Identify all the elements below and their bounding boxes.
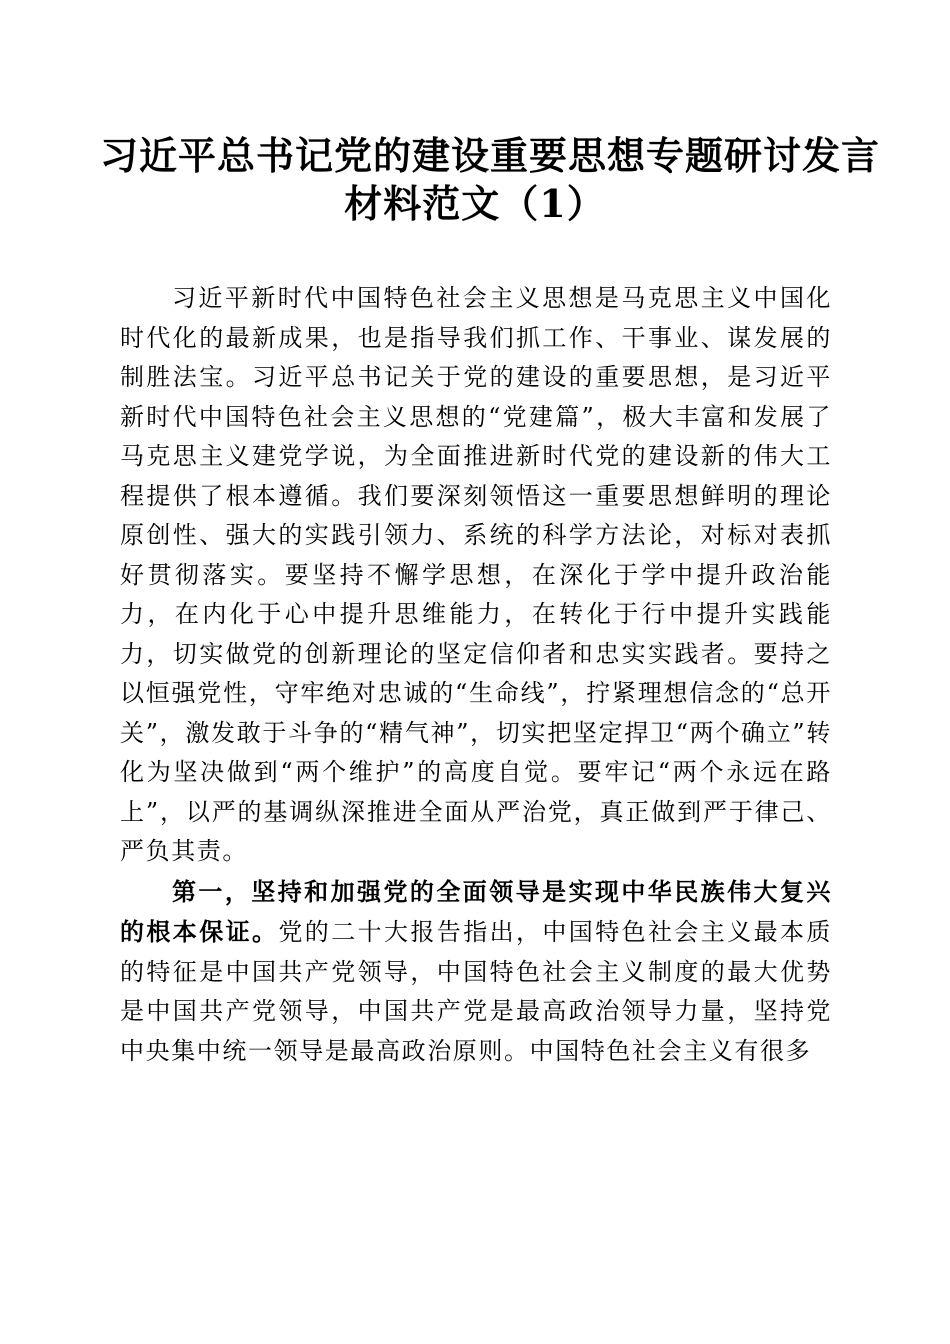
document-title xyxy=(100,132,881,228)
paragraph-first-point-text: 党的二十大报告指出，中国特色社会主义最本质的特征是中国共产党领导，中国特色社会主义制度的最大优势是中国共产党领导，中国共产党是最高政治领导力量，坚持党中央集中统一领导是最高政治原则。中国特色社会主义有很多 xyxy=(120,918,832,1065)
paragraph-first-point xyxy=(120,872,832,1072)
document-body xyxy=(120,279,832,1071)
paragraph-intro xyxy=(120,279,832,872)
paragraph-first-point-heading: 第一，坚持和加强党的全面领导是实现中华民族伟大复兴的根本保证。 xyxy=(120,876,832,946)
paragraph-intro-text: 习近平新时代中国特色社会主义思想是马克思主义中国化时代化的最新成果，也是指导我们抓工作、干事业、谋发展的制胜法宝。习近平总书记关于党的建设的重要思想，是习近平新时代中国特色社会主义思想的“党建篇”，极大丰富和发展了马克思主义建党学说，为全面推进新时代党的建设新的伟大工程提供了根本遵循。我们要深刻领悟这一重要思想鲜明的理论原创性、强大的实践引领力、系统的科学方法论，对标对表抓好贯彻落实。要坚持不懈学思想，在深化于学中提升政治能力，在内化于心中提升思维能力，在转化于行中提升实践能力，切实做党的创新理论的坚定信仰者和忠实实践者。要持之以恒强党性，守牢绝对忠诚的“生命线”，拧紧理想信念的“总开关”，激发敢于斗争的“精气神”，切实把坚定捍卫“两个确立”转化为坚决做到“两个维护”的高度自觉。要牢记“两个永远在路上”，以严的基调纵深推进全面从严治党，真正做到严于律己、严负其责。 xyxy=(120,284,832,865)
title-line-1: 习近平总书记党的建设重要思想专题研讨发言 xyxy=(100,133,881,178)
title-line-2: 材料范文（1） xyxy=(344,181,606,226)
